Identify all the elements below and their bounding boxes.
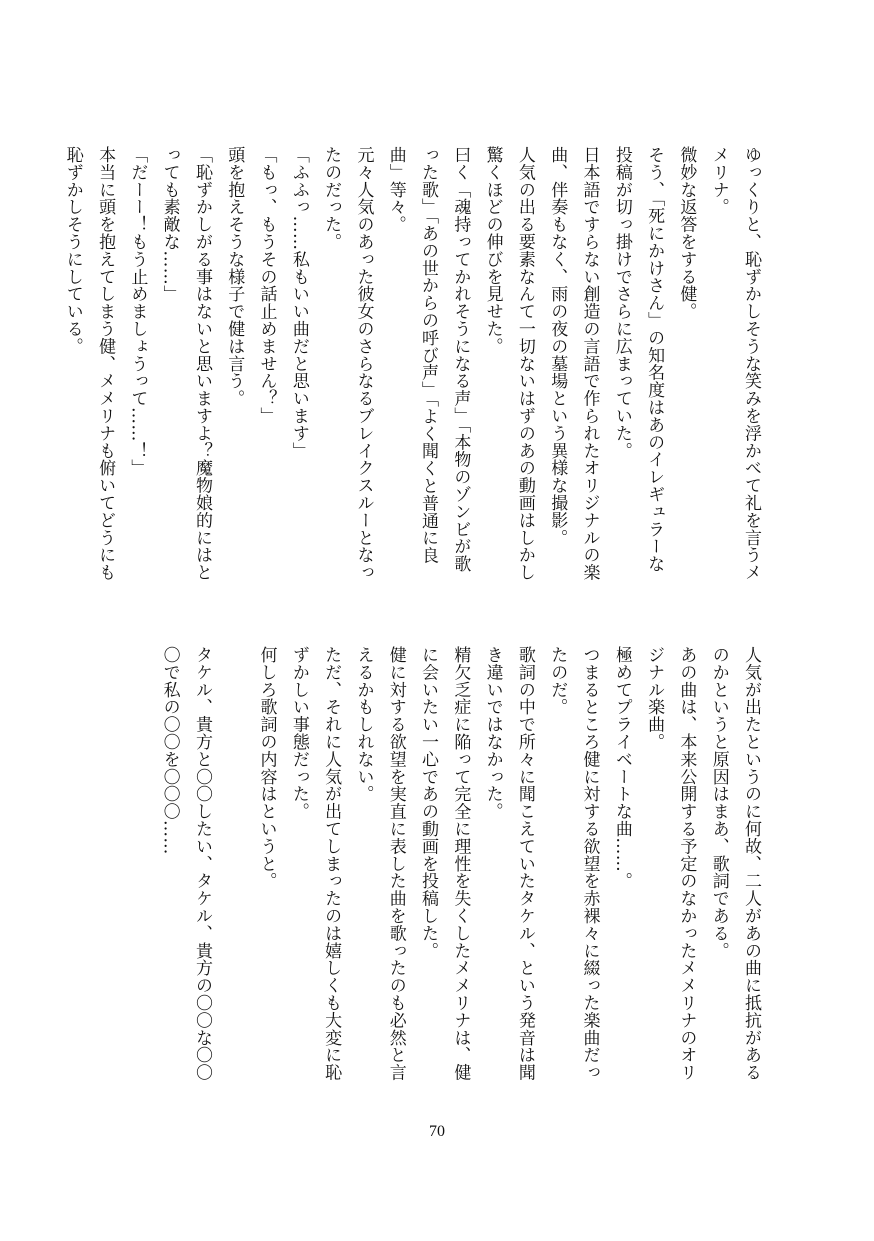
- text-line: タケル、貴方と〇〇したい、タケル、貴方の〇〇な〇〇: [191, 646, 212, 1081]
- text-block-bottom: [153, 646, 767, 1106]
- text-line: メリナ。: [708, 146, 729, 216]
- text-line: 驚くほどの伸びを見せた。: [482, 146, 503, 355]
- text-line: 投稿が切っ掛けでさらに広まっていた。: [611, 146, 632, 460]
- text-line: っても素敵な……」: [159, 146, 180, 303]
- text-line: 健に対する欲望を実直に表した曲を歌ったのも必然と言: [385, 646, 406, 1081]
- text-line: った歌」「あの世からの呼び声」「よく聞くと普通に良: [418, 146, 439, 564]
- text-line: 「だーー！もう止めましょうって……！」: [127, 146, 148, 477]
- text-line: 微妙な返答をする健。: [676, 146, 697, 320]
- text-line: 曲、伴奏もなく、雨の夜の墓場という異様な撮影。: [547, 146, 568, 547]
- text-line: 本当に頭を抱えてしまう健、メメリナも俯いてどうにも: [95, 146, 116, 581]
- text-line: 日本語ですらない創造の言語で作られたオリジナルの楽: [579, 146, 600, 581]
- text-line: つまるところ健に対する欲望を赤裸々に綴った楽曲だっ: [579, 646, 600, 1081]
- text-line: 〇で私の〇〇を〇〇〇……: [159, 646, 180, 855]
- text-line: に会いたい一心であの動画を投稿した。: [418, 646, 439, 960]
- text-line: 何しろ歌詞の内容はというと。: [256, 646, 277, 890]
- text-line: 精欠乏症に陥って完全に理性を失くしたメメリナは、健: [450, 646, 471, 1081]
- text-line: 頭を抱えそうな様子で健は言う。: [224, 146, 245, 407]
- text-line: えるかもしれない。: [353, 646, 374, 803]
- text-line: 恥ずかしそうにしている。: [62, 146, 83, 355]
- text-block-top: [56, 146, 767, 606]
- text-line: 人気が出たというのに何故、二人があの曲に抵抗がある: [741, 646, 761, 1081]
- text-line: たのだ。: [547, 646, 568, 716]
- text-line: 「ふふっ……私もいい曲だと思います」: [288, 146, 309, 460]
- text-line: 「もっ、もうその話止めません？」: [256, 146, 277, 425]
- text-line: そう、「死にかけさん」の知名度はあのイレギュラーな: [644, 146, 665, 573]
- text-line: 「恥ずかしがる事はないと思いますよ？魔物娘的にはと: [191, 146, 212, 581]
- text-line: 極めてプライベートな曲……。: [611, 646, 632, 890]
- blank-line: [218, 646, 250, 1106]
- text-line: あの曲は、本来公開する予定のなかったメメリナのオリ: [676, 646, 697, 1081]
- text-line: 歌詞の中で所々に聞こえていたタケル、という発音は聞: [514, 646, 535, 1081]
- text-line: 曲」等々。: [385, 146, 406, 233]
- text-line: ゆっくりと、恥ずかしそうな笑みを浮かべて礼を言うメ: [741, 146, 761, 581]
- text-line: 曰く「魂持ってかれそうになる声」「本物のゾンビが歌: [450, 146, 471, 573]
- page-number: 70: [429, 1123, 445, 1140]
- text-line: たのだった。: [321, 146, 342, 251]
- text-line: ジナル楽曲。: [644, 646, 665, 751]
- text-line: のかというと原因はまあ、歌詞である。: [708, 646, 729, 960]
- text-line: ただ、それに人気が出てしまったのは嬉しくも大変に恥: [321, 646, 342, 1081]
- text-line: 元々人気のあった彼女のさらなるブレイクスルーとなっ: [353, 146, 374, 581]
- text-line: ずかしい事態だった。: [288, 646, 309, 820]
- text-line: 人気の出る要素なんて一切ないはずのあの動画はしかし: [514, 146, 535, 581]
- text-line: き違いではなかった。: [482, 646, 503, 820]
